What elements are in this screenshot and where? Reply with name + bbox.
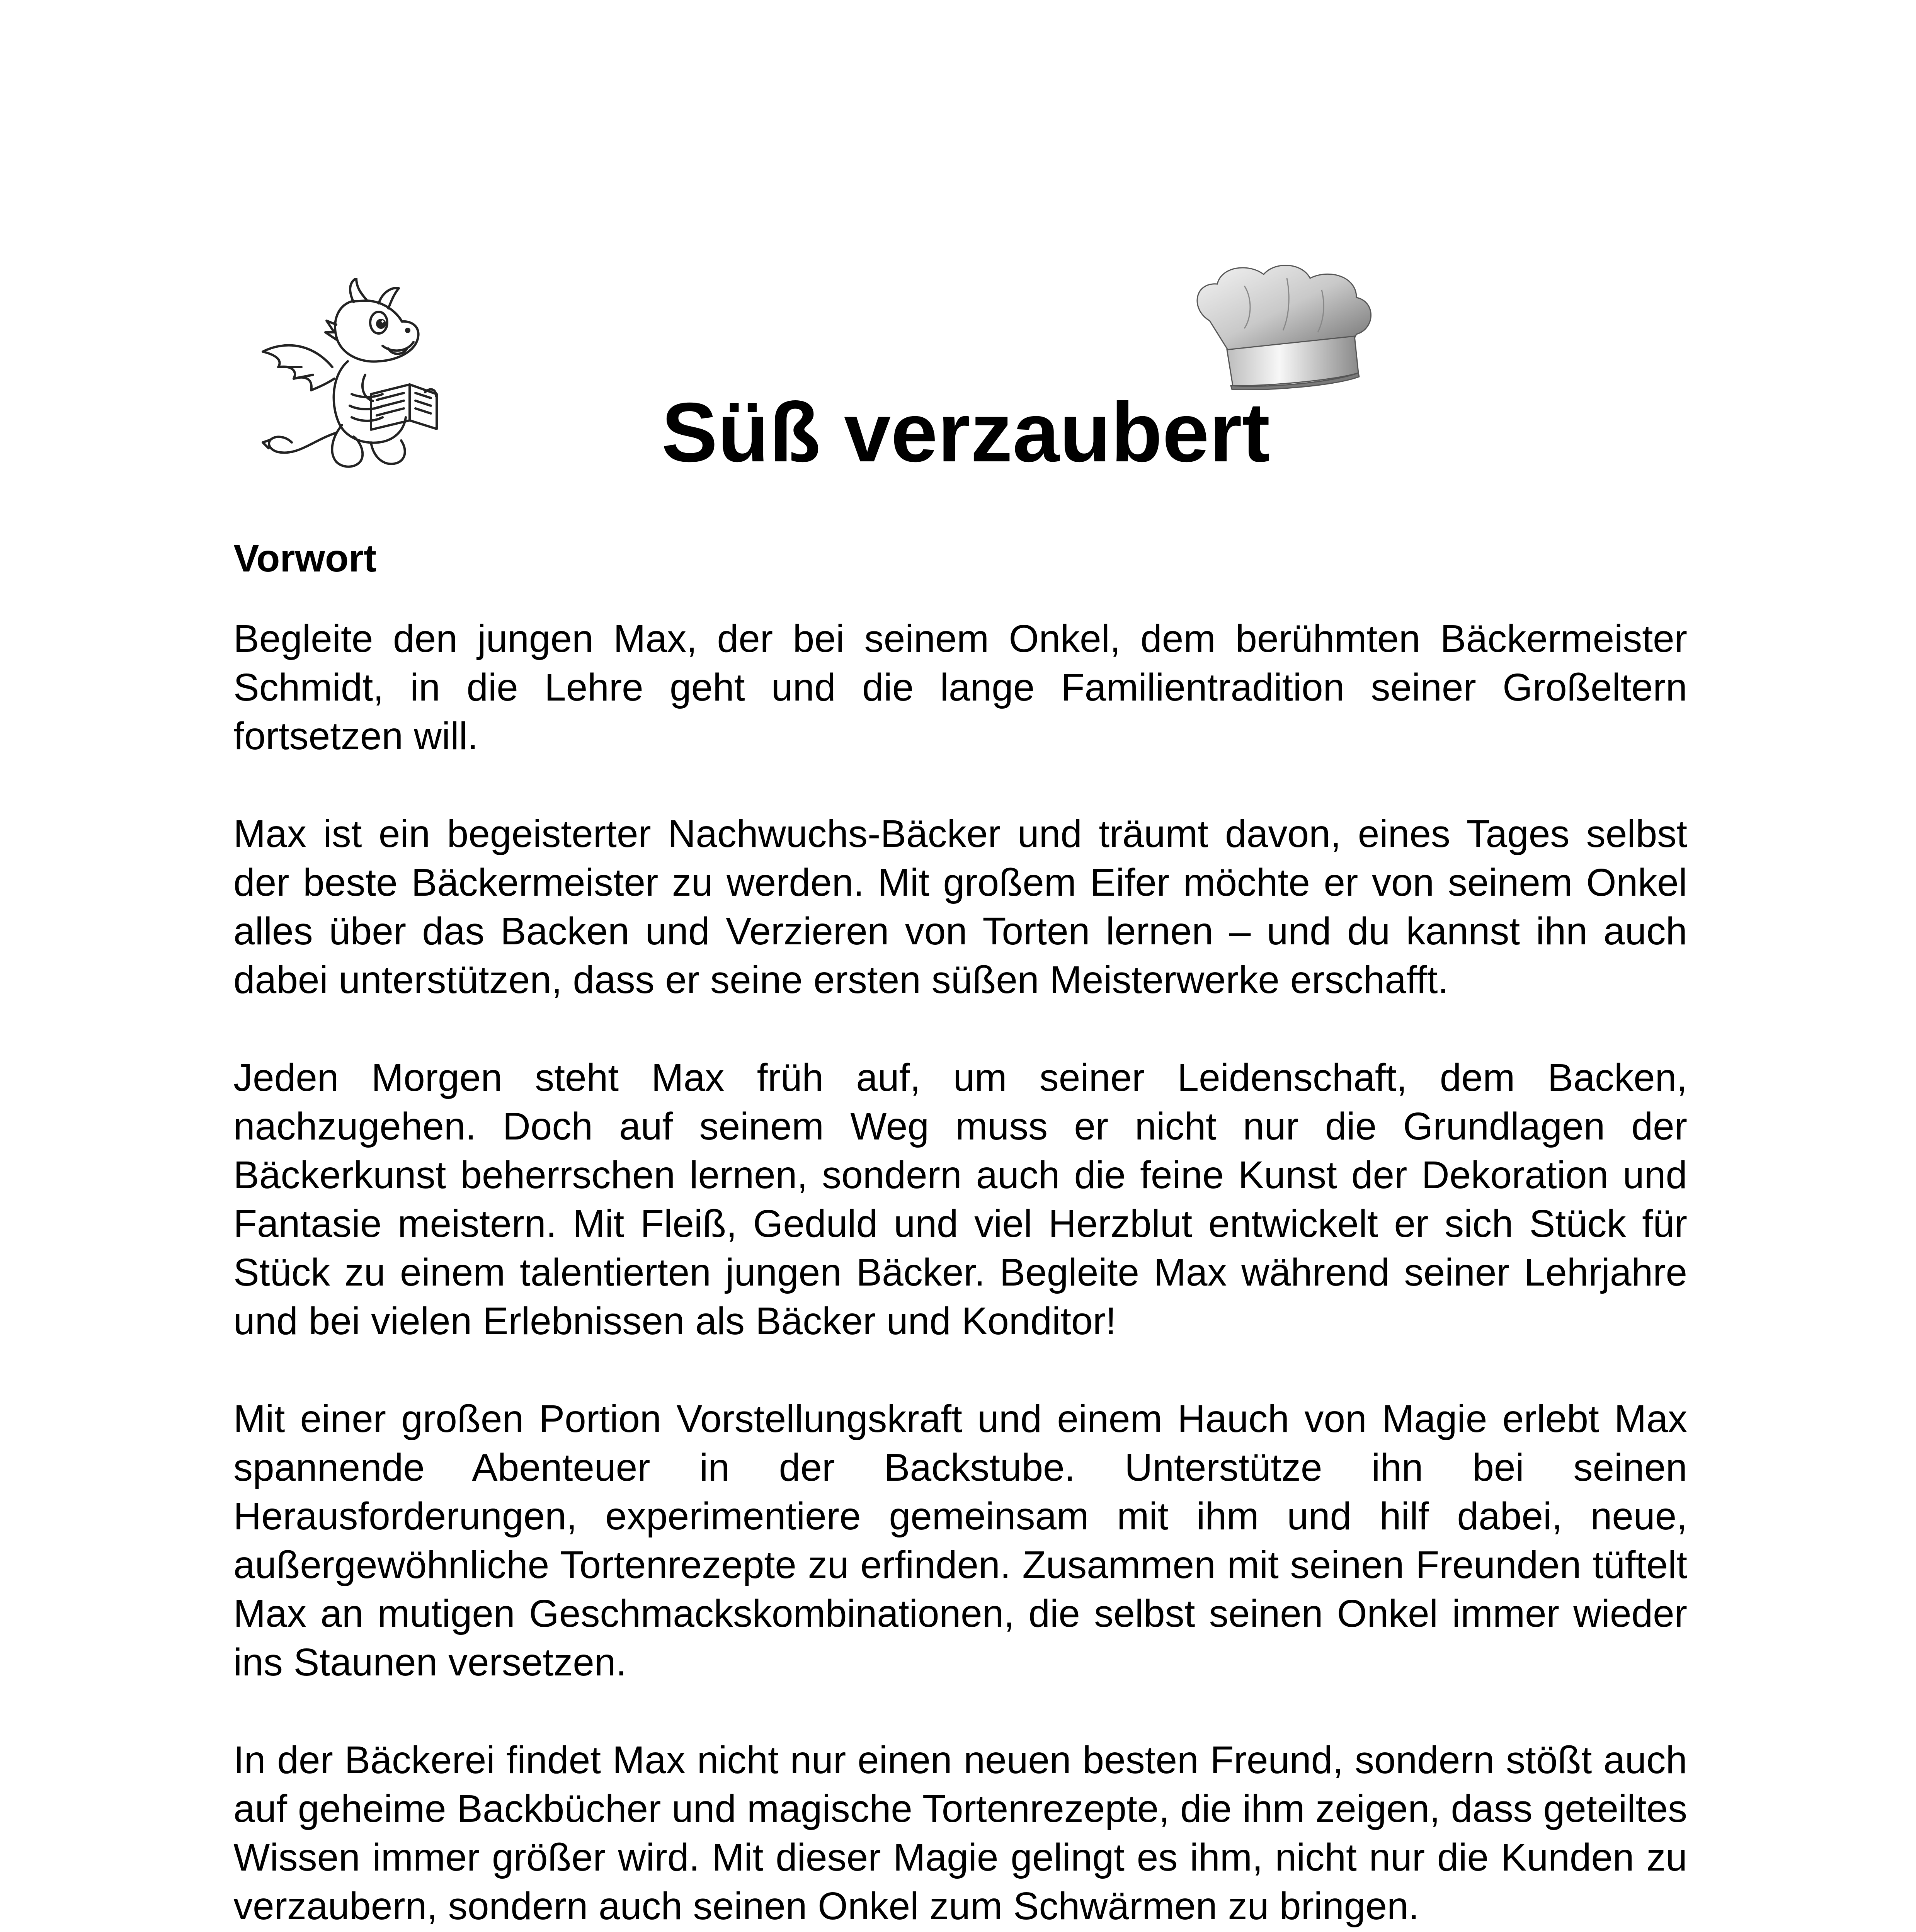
chef-hat-icon bbox=[1186, 263, 1380, 390]
section-heading: Vorwort bbox=[233, 537, 377, 580]
body-text bbox=[233, 614, 1687, 1932]
page-title: Süß verzaubert bbox=[661, 386, 1270, 480]
paragraph: Max ist ein begeisterter Nachwuchs-Bäcker und träumt davon, eines Tages selbst der beste Bäckermeister zu werden. Mit großem Eifer möchte er von seinem Onkel alles über das Backen und Verzieren von Torten lernen – und du kannst ihn auch dabei unterstützen, dass er seine ersten süßen Meisterwerke erschafft. bbox=[233, 812, 1687, 1002]
paragraph: Jeden Morgen steht Max früh auf, um seiner Leidenschaft, dem Backen, nachzugehen. Doch auf seinem Weg muss er nicht nur die Grundlagen der Bäckerkunst beherrschen lernen, sondern auch die feine Kunst der Dekoration und Fantasie meistern. Mit Fleiß, Geduld und viel Herzblut entwickelt er sich Stück für Stück zu einem talentierten jungen Bäcker. Begleite Max während seiner Lehrjahre und bei vielen Erlebnissen als Bäcker und Konditor! bbox=[233, 1056, 1687, 1343]
paragraph: In der Bäckerei findet Max nicht nur einen neuen besten Freund, sondern stößt auch auf geheime Backbücher und magische Tortenrezepte, die ihm zeigen, dass geteiltes Wissen immer größer wird. Mit dieser Magie gelingt es ihm, nicht nur die Kunden zu verzaubern, sondern auch seinen Onkel zum Schwärmen zu bringen. bbox=[233, 1738, 1687, 1928]
paragraph: Mit einer großen Portion Vorstellungskraft und einem Hauch von Magie erlebt Max spannende Abenteuer in der Backstube. Unterstütze ihn bei seinen Herausforderungen, experimentiere gemeinsam mit ihm und hilf dabei, neue, außergewöhnliche Tortenrezepte zu erfinden. Zusammen mit seinen Freunden tüftelt Max an mutigen Geschmackskombinationen, die selbst seinen Onkel immer wieder ins Staunen versetzen. bbox=[233, 1397, 1687, 1684]
paragraph: Begleite den jungen Max, der bei seinem Onkel, dem berühmten Bäckermeister Schmidt, in die Lehre geht und die lange Familientradition seiner Großeltern fortsetzen will. bbox=[233, 617, 1687, 758]
